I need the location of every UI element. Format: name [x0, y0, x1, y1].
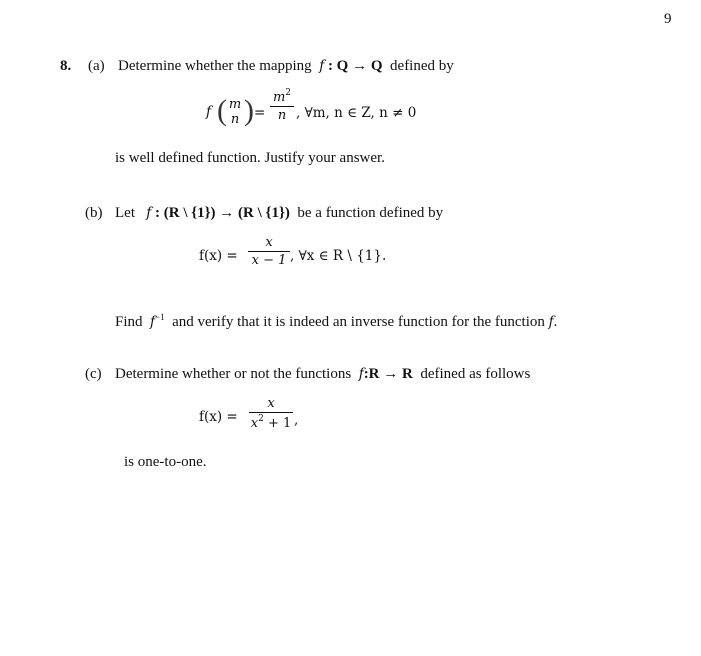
part-c-comma: ,: [294, 412, 299, 428]
part-a-conclusion: is well defined function. Justify your answer.: [115, 150, 385, 166]
part-c-fraction: x $x^2 + 1$: [250, 396, 292, 431]
part-a-intro: Determine whether the mapping f : Q → Q defined by: [118, 58, 454, 74]
part-b-condition: , ∀x ∈ R \ {1}.: [290, 248, 387, 264]
part-c-label: (c): [85, 366, 102, 382]
problem-number: 8.: [60, 58, 72, 74]
rhs-fraction: $m^2$ n: [270, 89, 294, 122]
equals-sign: =: [254, 105, 266, 121]
part-b-lhs: f(x) =: [199, 248, 238, 264]
lhs-function-symbol: f: [206, 104, 211, 120]
page-number: 9: [664, 11, 672, 27]
part-c-intro: Determine whether or not the functions f:R → R defined as follows: [115, 366, 531, 382]
part-b-fraction: x x − 1: [248, 236, 290, 267]
part-b-find: Find $f^{-1}$ and verify that it is indeed an inverse function for the function f.: [115, 312, 558, 330]
part-b-label: (b): [85, 205, 103, 221]
part-c-lhs: f(x) =: [199, 409, 238, 425]
part-c-conclusion: is one-to-one.: [124, 454, 207, 470]
part-b-intro: Let f : (R \ {1}) → (R \ {1}) be a function defined by: [115, 205, 444, 221]
lhs-fraction: m n: [228, 97, 242, 127]
right-paren: ): [244, 94, 254, 127]
part-a-condition: , ∀m, n ∈ Z, n ≠ 0: [296, 105, 417, 121]
part-a-label: (a): [88, 58, 105, 74]
left-paren: (: [217, 94, 227, 127]
